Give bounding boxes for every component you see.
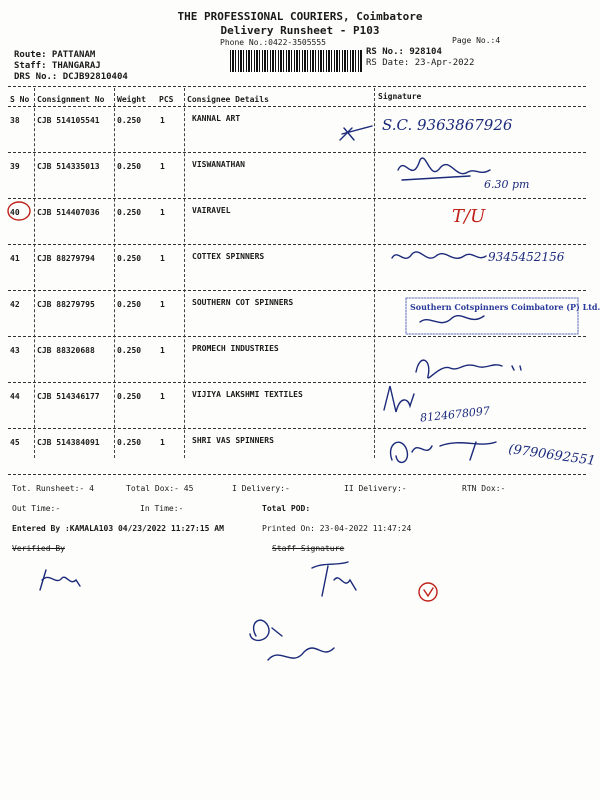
col-pcs: PCS [159,95,174,104]
out-time: Out Time:- [12,504,61,513]
col-consignment: Consignment No [37,95,105,104]
row-weight: 0.250 [117,300,142,309]
row-consignee: VIJIYA LAKSHMI TEXTILES [192,390,303,399]
route-label: Route: PATTANAM [14,50,96,60]
phone-number: Phone No.:0422-3505555 [220,38,326,47]
row-weight: 0.250 [117,208,142,217]
col-weight: Weight [117,95,146,104]
handwritten-signature: 9345452156 [488,250,565,264]
row-pcs: 1 [160,346,165,355]
rs-number: RS No.: 928104 [366,47,442,57]
row-pcs: 1 [160,208,165,217]
row-pcs: 1 [160,392,165,401]
row-consignee: KANNAL ART [192,114,241,123]
page-number: Page No.:4 [452,36,501,45]
row-sno: 44 [10,392,20,401]
bottom-signature [250,620,334,660]
row-weight: 0.250 [117,162,142,171]
total-runsheet: Tot. Runsheet:- 4 [12,484,94,493]
rtn-dox: RTN Dox:- [462,484,506,493]
handwritten-signature: 8124678097 [419,404,491,425]
row-consignee: VISWANATHAN [192,160,245,169]
row-pcs: 1 [160,116,165,125]
handwritten-signature: S.C. 9363867926 [382,116,513,134]
row-pcs: 1 [160,300,165,309]
total-dox: Total Dox:- 45 [126,484,194,493]
rs-date: RS Date: 23-Apr-2022 [366,58,475,68]
row-weight: 0.250 [117,254,142,263]
handwritten-signature: 6.30 pm [484,178,530,191]
row-weight: 0.250 [117,346,142,355]
signature-scribble [398,158,490,174]
row-weight: 0.250 [117,116,142,125]
col-consignee: Consignee Details [187,95,269,104]
row-consignment: CJB 514105541 [37,116,100,125]
row-consignment: CJB 514346177 [37,392,100,401]
row-consignment: CJB 88279795 [37,300,95,309]
row-consignment: CJB 88279794 [37,254,95,263]
verified-by: Verified By [12,544,65,553]
row-sno: 43 [10,346,20,355]
i-delivery: I Delivery:- [232,484,290,493]
row-sno: 42 [10,300,20,309]
drs-number: DRS No.: DCJB92810404 [14,72,128,82]
row-pcs: 1 [160,438,165,447]
staff-label: Staff: THANGARAJ [14,61,101,71]
total-pod: Total POD: [262,504,311,513]
entered-by: Entered By :KAMALA103 04/23/2022 11:27:15 AM [12,524,224,533]
handwritten-signature: T/U [452,206,486,227]
row-sno: 45 [10,438,20,447]
stamp-border [406,298,578,334]
runsheet-title: Delivery Runsheet - P103 [220,24,380,37]
row-consignee: SOUTHERN COT SPINNERS [192,298,294,307]
row-sno: 41 [10,254,20,263]
signature-scribble [416,360,521,378]
signature-scribble [384,386,414,412]
row-pcs: 1 [160,254,165,263]
tick-mark [340,126,372,140]
signature-scribble [391,442,496,462]
row-consignment: CJB 514335013 [37,162,100,171]
signature-scribble [392,252,486,258]
row-consignment: CJB 88320688 [37,346,95,355]
company-stamp: Southern Cotspinners Coimbatore (P) Ltd. [410,302,600,312]
row-consignment: CJB 514384091 [37,438,100,447]
ii-delivery: II Delivery:- [344,484,407,493]
staff-signature-scribble [312,562,356,596]
row-sno: 40 [10,208,20,217]
red-circle-mark [8,202,30,220]
row-consignee: PROMECH INDUSTRIES [192,344,279,353]
row-consignee: SHRI VAS SPINNERS [192,436,274,445]
printed-on: Printed On: 23-04-2022 11:47:24 [262,524,412,533]
row-consignee: VAIRAVEL [192,206,231,215]
col-signature: Signature [378,92,422,101]
row-sno: 38 [10,116,20,125]
signature-scribble [402,176,470,180]
verifier-signature [40,570,80,590]
row-weight: 0.250 [117,438,142,447]
row-weight: 0.250 [117,392,142,401]
red-circle-mark [419,583,437,601]
company-title: THE PROFESSIONAL COURIERS, Coimbatore [177,10,423,23]
signature-scribble [420,316,484,323]
col-sno: S No [10,95,30,104]
row-pcs: 1 [160,162,165,171]
in-time: In Time:- [140,504,184,513]
handwritten-signature: (9790692551 [507,441,597,470]
row-sno: 39 [10,162,20,171]
red-tick-mark [424,588,433,596]
staff-signature-label: Staff Signature [272,544,345,553]
row-consignee: COTTEX SPINNERS [192,252,265,261]
row-consignment: CJB 514407036 [37,208,100,217]
